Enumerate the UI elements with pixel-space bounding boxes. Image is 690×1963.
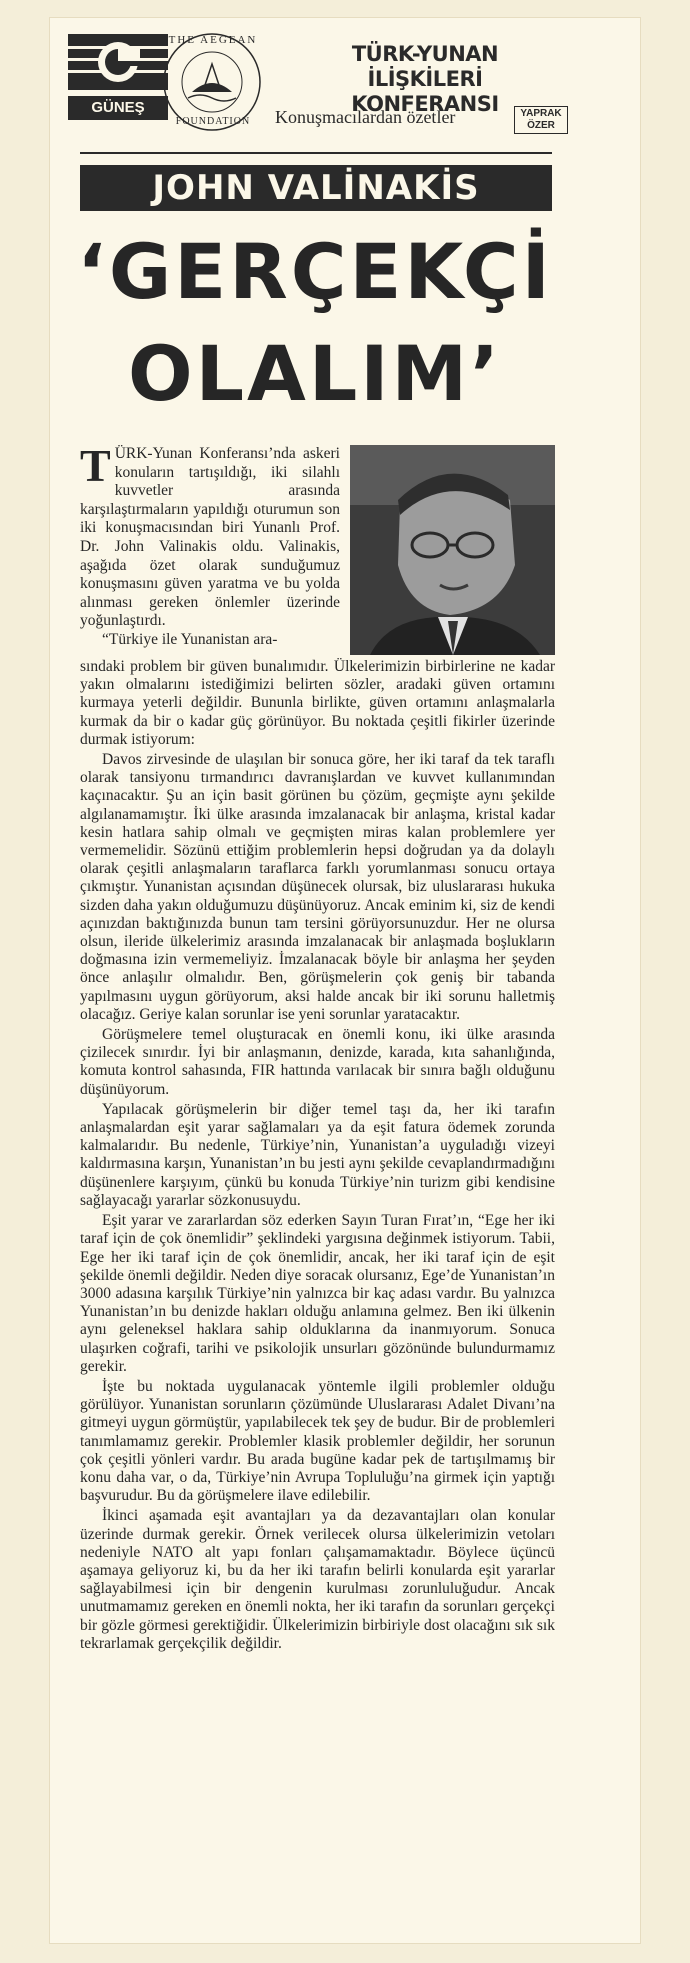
seal-top-text: THE AEGEAN bbox=[168, 34, 258, 46]
drop-cap: T bbox=[80, 440, 111, 491]
speaker-portrait-image bbox=[350, 445, 555, 655]
author-first-name: YAPRAK bbox=[520, 108, 562, 119]
speaker-photo bbox=[350, 445, 555, 655]
lead-text: ÜRK-Yunan Konferansı’nda askeri konuların tartışıldığı, iki silahlı kuvvetler arasında karşılaştırmaların yapıldığı oturumun son iki konuşmacısından biri Yunanlı Prof. Dr. John Valinakis oldu. Valinakis, aşağıda özet olarak sunduğumuz konuşmasını güven yaratma ve bu yolda alınması gereken önlemler üzerinde yoğunlaştırdı. bbox=[80, 445, 340, 630]
article-lead bbox=[80, 440, 340, 650]
headline-line-1: ‘GERÇEKÇİ bbox=[77, 227, 553, 316]
gunes-logo bbox=[68, 34, 168, 114]
body-paragraph: Yapılacak görüşmelerin bir diğer temel taşı da, her iki tarafın anlaşmalardan eşit yarar sağlamaları ya da eşit fatura ödemek zorunda kalmalarıdır. Bu nedenle, Türkiye’nin, Yunanistan’a uyguladığı vizeyi kaldırmasına karşın, Yunanistan’ın bu jesti aynı şekilde cevaplandırmadığını düşünenlere karşıyım, çünkü bu konuda Türkiye’nin turizm gibi kendisine sağlayacağı yararlar sözkonusuydu. bbox=[80, 1100, 555, 1209]
section-subtitle: Konuşmacılardan özetler bbox=[275, 107, 456, 127]
lead-paragraph bbox=[80, 440, 340, 631]
aegean-foundation-seal bbox=[160, 30, 265, 135]
body-paragraph: İşte bu noktada uygulanacak yöntemle ilgili problemler olduğu görülüyor. Yunanistan sorunların çözümünde Uluslararası Adalet Divanı’na gitmeyi uygun görmüştür, yapılabilecek tek şey de budur. Bir de problemleri tanımlamamız gerekir. Problemler klasik problemler değildir, her sorunun çok çeşitli yönleri vardır. Bu arada bugüne kadar pek de tartışılmamış bir konu daha var, o da, Türkiye’nin Avrupa Topluluğu’na girmek için yaptığı başvurudur. Bu da görüşmelere ilave edilebilir. bbox=[80, 1377, 555, 1505]
headline-line-2: OLALIM’ bbox=[127, 329, 503, 418]
speaker-name-bar: JOHN VALİNAKİS bbox=[80, 165, 552, 211]
conference-title: TÜRK-YUNAN İLİŞKİLERİ KONFERANSI bbox=[351, 42, 499, 116]
gunes-g-icon bbox=[68, 34, 168, 90]
lead-quote-start: “Türkiye ile Yunanistan ara- bbox=[102, 630, 278, 648]
gunes-logo-mark bbox=[68, 34, 168, 90]
body-paragraph: Davos zirvesinde de ulaşılan bir sonuca göre, her iki taraf da tek taraflı olarak tansiyonu tırmandırıcı davranışlardan ve kuvvet kullanımından kaçınacaktır. Şu an için basit görünen bu çözüm, geçmişte aynı şekilde algılanamamıştır. İki ülke arasında imzalanacak bir anlaşma, kristal kadar kesin hatlara sahip olmalı ve geçmişten miras kalan problemlere yer vermemelidir. Sözünü ettiğim problemlerin hepsi doğrudan ya da dolaylı olarak çeşitli anlaşmaların taraflarca farklı yorumlanması sonucu ortaya çıkmıştır. Yunanistan açısından düşünecek olursak, biz uluslararası hukuka sizden daha yakın olduğumuzu düşünüyoruz. Ancak eminim ki, siz de kendi açınızdan baktığınızda bunun tam tersini görüyorsunuzdur. Her ne olursa olsun, ileride ülkelerimiz arasında imzalanacak bir anlaşmada boşlukların doğmasına izin vermemeliyiz. İmzalanacak böyle bir anlaşma her şeyden önce anlaşılır olmalıdır. Ben, görüşmelerin çok geniş bir tabanda yapılmasını uygun görüyorum, aksi halde ancak bir iki sorunu halletmiş olacağız. Geriye kalan sorunlar ise yeni sorunlar yaratacaktır. bbox=[80, 751, 555, 1023]
body-paragraph: sındaki problem bir güven bunalımıdır. Ülkelerimizin birbirlerine ne kadar yakın olmalarını istediğimizi belirten sözler, aradaki güven ortamını kurmaya yeterli değildir. Bununla birlikte, güven ortamını anlaşmalarla kurmak da bir o kadar güç görünüyor. Bu noktada çeşitli fikirler üzerinde durmak istiyorum: bbox=[80, 658, 555, 748]
article-body bbox=[80, 658, 555, 1655]
body-paragraph: Görüşmelere temel oluşturacak en önemli konu, iki ülke arasında çizilecek sınırdır. İyi bir anlaşmanın, denizde, karada, kıta sahanlığında, komuta kontrol sahasında, FIR hattında varılacak bir sınıra bağlı olduğunu düşünüyorum. bbox=[80, 1026, 555, 1098]
header-rule bbox=[80, 152, 552, 154]
author-box bbox=[514, 106, 568, 134]
gunes-logo-text: GÜNEŞ bbox=[68, 96, 168, 120]
body-paragraph: İkinci aşamada eşit avantajları ya da dezavantajları olan konular üzerinde durmak gerekir. Örnek verilecek olursa ülkelerimizin vetoları nedeniyle NATO alt yapı fonları çalışamamaktadır. Böylece üçüncü aşamaya geliyoruz ki, bu da her iki tarafın belirli konularda eşit yararlar sağlayabilmesi için bir dengenin kurulması zorunluluğudur. Ancak unutmamamız gereken en önemli nokta, her iki tarafın da sorunları gerçekçi bir gözle görmesi gerektiğidir. Ülkelerimizin birbiriyle dost olacağını sık sık tekrarlamak gerçekçilik değildir. bbox=[80, 1507, 555, 1652]
author-last-name: ÖZER bbox=[527, 120, 555, 131]
body-paragraph: Eşit yarar ve zararlardan söz ederken Sayın Turan Fırat’ın, “Ege her iki taraf için de çok önemlidir” şeklindeki yargısına değinmek istiyorum. Tabii, Ege her iki taraf için de çok önemlidir, ancak, her iki taraf için de eşit şekilde önemli değildir. Neden diye soracak olursanız, Ege’de Yunanistan’ın 3000 adasına karşılık Türkiye’nin yalnızca bir kaç adası vardır. Bu yalnızca Yunanistan’ın bu denizde hakları olduğu anlamına gelmez. Ben iki ülkenin aynı geleneksel haklara sahip olduklarına da inanmıyorum. Sonuca ulaşırken coğrafi, tarihi ve psikolojik unsurları gözönünde bulundurmamız gerekir. bbox=[80, 1212, 555, 1375]
seal-bottom-text: FOUNDATION bbox=[175, 116, 251, 127]
